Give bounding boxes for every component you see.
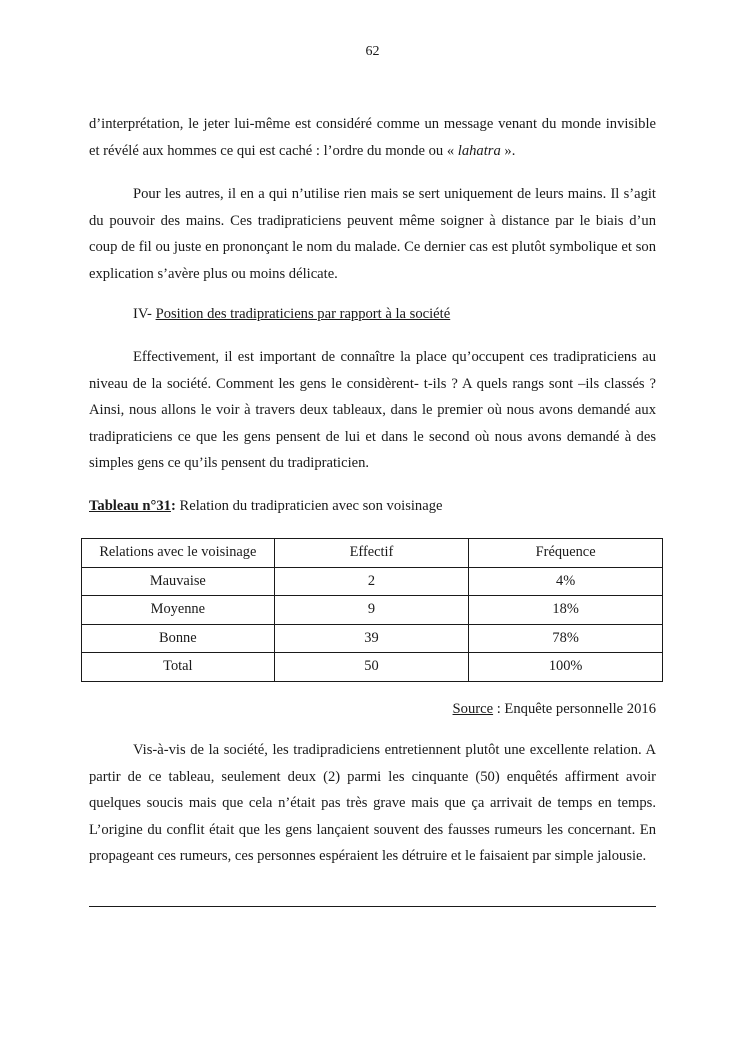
body-text-top [89, 111, 656, 519]
header-frequence: Fréquence [469, 539, 663, 568]
section-title: Position des tradipraticiens par rapport à la société [155, 306, 451, 322]
source-text: : Enquête personnelle 2016 [493, 701, 656, 717]
source-label: Source [452, 701, 494, 717]
body-text-bottom [89, 737, 656, 870]
table-caption-label: Tableau n°31 [89, 497, 171, 514]
paragraph-society-relations: Vis-à-vis de la société, les tradipradiciens entretiennent plutôt une excellente relation. A partir de ce tableau, seulement deux (2) parmi les cinquante (50) enquêtés affirment avoir quelques soucis mais que cela n’était pas très grave mais que ça arrivait de temps en temps. L’origine du conflit était que les gens lançaient souvent des fausses rumeurs les concernant. En propageant ces rumeurs, ces personnes espéraient les détruire et le faisaient par simple jalousie. [89, 742, 656, 864]
cell-frequence: 100% [469, 653, 663, 682]
section-heading [89, 301, 656, 327]
term-lahatra: lahatra [457, 142, 501, 159]
cell-frequence: 4% [469, 567, 663, 596]
cell-effectif: 39 [274, 624, 469, 653]
table-row [82, 624, 663, 653]
table-caption [89, 493, 656, 519]
cell-relation: Mauvaise [82, 567, 275, 596]
paragraph-interpretation [89, 111, 656, 164]
page-number: 62 [365, 44, 380, 59]
header-relations: Relations avec le voisinage [82, 539, 275, 568]
paragraph-power-of-hands: Pour les autres, il en a qui n’utilise rien mais se sert uniquement de leurs mains. Il s’agit du pouvoir des mains. Ces tradipraticiens peuvent même soigner à distance par le biais d’un coup de fil ou juste en prononçant le nom du malade. Ce dernier cas est plutôt symbolique et son explication s’avère plus ou moins délicate. [89, 186, 656, 282]
cell-relation: Bonne [82, 624, 275, 653]
cell-effectif: 9 [274, 596, 469, 625]
section-number: IV- [133, 306, 156, 322]
table-row-total [82, 653, 663, 682]
cell-relation: Total [82, 653, 275, 682]
cell-effectif: 50 [274, 653, 469, 682]
neighborhood-relations-table [81, 538, 663, 682]
paragraph-1-start: d’interprétation, le jeter lui-même est considéré comme un message venant du monde invisible et révélé aux hommes ce qui est caché : l’ordre du monde ou « [89, 116, 656, 159]
table-row [82, 596, 663, 625]
paragraph-1-end: ». [500, 142, 516, 159]
table-caption-colon: : [170, 497, 176, 514]
cell-frequence: 78% [469, 624, 663, 653]
header-effectif: Effectif [274, 539, 469, 568]
cell-relation: Moyenne [82, 596, 275, 625]
paragraph-position-intro: Effectivement, il est important de connaître la place qu’occupent ces tradipraticiens au niveau de la société. Comment les gens le considèrent- t-ils ? A quels rangs sont –ils classés ? Ainsi, nous allons le voir à travers deux tableaux, dans le premier où nous avons demandé aux tradipraticiens ce que les gens pensent de lui et dans le second où nous avons demandé à des simples gens ce qu’ils pensent du tradipraticien. [89, 349, 656, 471]
table-caption-text: Relation du tradipraticien avec son voisinage [175, 497, 443, 514]
cell-effectif: 2 [274, 567, 469, 596]
cell-frequence: 18% [469, 596, 663, 625]
table-header-row [82, 539, 663, 568]
table-source [89, 696, 656, 722]
table-row [82, 567, 663, 596]
footnote-separator [89, 906, 656, 907]
